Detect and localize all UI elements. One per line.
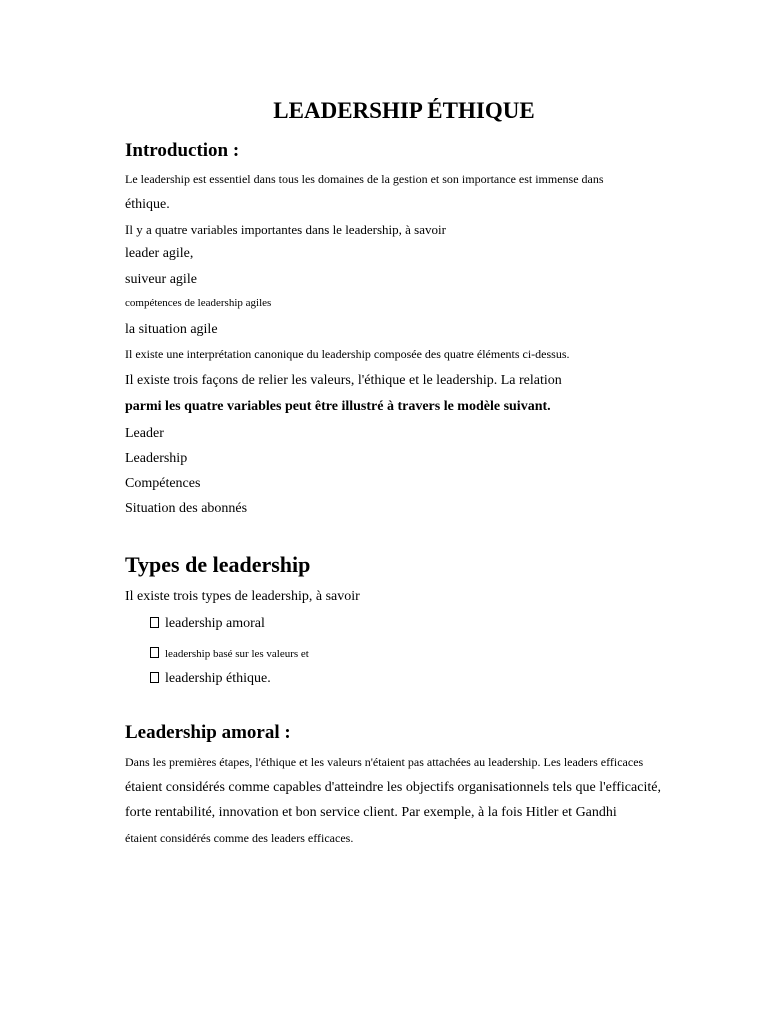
intro-line: Situation des abonnés bbox=[125, 501, 248, 516]
list-item bbox=[150, 617, 265, 631]
intro-line: suiveur agile bbox=[125, 272, 197, 287]
amoral-line: Dans les premières étapes, l'éthique et les valeurs n'étaient pas attachées au leadership. Les leaders efficaces bbox=[125, 755, 644, 769]
list-item bbox=[150, 672, 271, 686]
list-item bbox=[150, 647, 309, 660]
intro-line: Compétences bbox=[125, 476, 201, 491]
types-intro: Il existe trois types de leadership, à savoir bbox=[125, 589, 360, 604]
intro-line: parmi les quatre variables peut être illustré à travers le modèle suivant. bbox=[125, 399, 551, 414]
bullet-box-icon bbox=[150, 672, 159, 683]
intro-line: Leadership bbox=[125, 451, 188, 466]
list-item-label: leadership amoral bbox=[165, 616, 265, 631]
intro-line: Il existe une interprétation canonique du leadership composée des quatre éléments ci-dessus. bbox=[125, 347, 570, 361]
amoral-heading: Leadership amoral : bbox=[125, 722, 291, 743]
intro-heading: Introduction : bbox=[125, 140, 240, 161]
intro-line: la situation agile bbox=[125, 322, 218, 337]
types-heading: Types de leadership bbox=[125, 552, 311, 577]
intro-line: Leader bbox=[125, 426, 164, 441]
amoral-line: étaient considérés comme capables d'atteindre les objectifs organisationnels tels que l'efficacité, bbox=[125, 780, 661, 795]
intro-line: Il existe trois façons de relier les valeurs, l'éthique et le leadership. La relation bbox=[125, 373, 562, 388]
intro-line: éthique. bbox=[125, 197, 170, 212]
intro-line: Le leadership est essentiel dans tous les domaines de la gestion et son importance est immense dans bbox=[125, 172, 604, 186]
intro-line: Il y a quatre variables importantes dans le leadership, à savoir bbox=[125, 222, 446, 237]
intro-line: compétences de leadership agiles bbox=[125, 297, 272, 309]
document-title: LEADERSHIP ÉTHIQUE bbox=[273, 98, 535, 123]
amoral-line: forte rentabilité, innovation et bon service client. Par exemple, à la fois Hitler et Gandhi bbox=[125, 805, 617, 820]
bullet-box-icon bbox=[150, 617, 159, 628]
bullet-box-icon bbox=[150, 647, 159, 658]
list-item-label: leadership éthique. bbox=[165, 671, 271, 686]
intro-line: leader agile, bbox=[125, 246, 194, 261]
amoral-line: étaient considérés comme des leaders efficaces. bbox=[125, 831, 354, 845]
list-item-label: leadership basé sur les valeurs et bbox=[165, 648, 309, 660]
